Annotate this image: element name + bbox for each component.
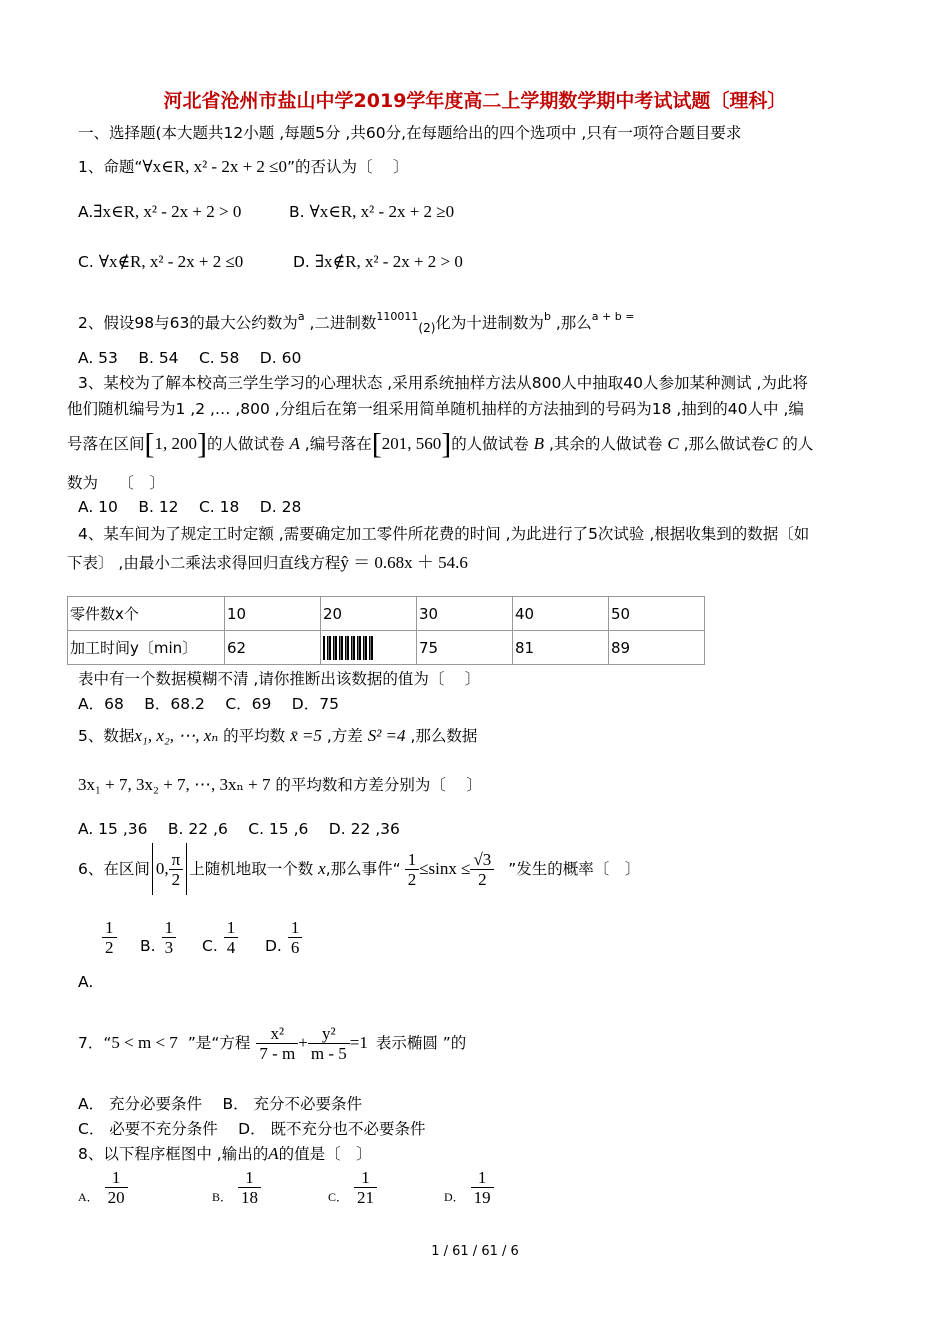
data-table — [67, 596, 705, 665]
q1-option-a: A.∃x∈R, x² - 2x + 2 > 0 — [78, 202, 242, 221]
q1-option-d: D. ∃x∉R, x² - 2x + 2 > 0 — [293, 252, 463, 271]
q5-line1: 5、数据x₁, x₂, ⋯, xₙ 的平均数 x̄ =5 ,方差 S² =4 ,那么数据 — [78, 726, 478, 745]
q8-option-d: D． $\frac{1}{19}$ — [444, 1168, 494, 1207]
q2-options: A. 53 B. 54 C. 58 D. 60 — [78, 349, 302, 367]
q1-statement: ∀x∈R, x² - 2x + 2 ≤0 — [142, 157, 288, 176]
q4-note: 表中有一个数据模糊不清 ,请你推断出该数据的值为〔 〕 — [78, 670, 481, 688]
table-row: 零件数x个 10 20 30 40 50 — [68, 597, 705, 631]
q4-options: A．68 B．68.2 C．69 D．75 — [78, 695, 339, 713]
blurred-cell — [321, 631, 417, 665]
q1-option-b: B. ∀x∈R, x² - 2x + 2 ≥0 — [289, 202, 455, 221]
q6-option-b: B. $\frac{1}{3}$ — [140, 918, 176, 957]
page-title: 河北省沧州市盐山中学2019学年度高二上学期数学期中考试试题〔理科〕 — [163, 90, 787, 112]
q8-option-a: A． $\frac{1}{20}$ — [78, 1168, 128, 1207]
blurred-value — [323, 636, 373, 660]
regression-equation: ŷ ＝ 0.68x ＋ 54.6 — [340, 553, 468, 572]
q3-line1: 3、某校为了解本校高三学生学习的心理状态 ,采用系统抽样方法从800人中抽取40人参加某种测试 ,为此将 — [78, 374, 808, 392]
q7-line1: 7．“ 5 < m < 7 ”是“方程 $\frac{\text{x²}}{7 - m}$ + $\frac{\text{y²}}{m - 5}$ =1 表示椭圆 ”的 — [78, 1023, 467, 1063]
q6-option-a-label: A. — [78, 973, 94, 991]
q4-line1: 4、某车间为了规定工时定额 ,需要确定加工零件所花费的时间 ,为此进行了5次试验 ,根据收集到的数据〔如 — [78, 525, 810, 543]
q3-line3: 号落在区间[1, 200]的人做试卷 A ,编号落在[201, 560]的人做试卷 B ,其余的人做试卷 C ,那么做试卷C 的人 — [67, 427, 814, 461]
table-row: 加工时间y〔min〕 62 75 81 89 — [68, 631, 705, 665]
q6-line1: 6、在区间 0, $\frac{\pi}{2}$ 上随机地取一个数 x ,那么事件“ $\frac{1}{2}$ ≤sinx ≤ $\frac{√3}{2}$ ”发生的概率〔 〕 — [78, 842, 640, 896]
page-number: 1 / 61 / 61 / 6 — [431, 1244, 519, 1259]
q5-line2: 3x₁ + 7, 3x₂ + 7, ⋯, 3xₙ + 7 的平均数和方差分别为〔 〕 — [78, 775, 482, 794]
q3-line4: 数为 〔 〕 — [67, 474, 165, 492]
q3-line2: 他们随机编号为1 ,2 ,… ,800 ,分组后在第一组采用简单随机抽样的方法抽到的号码为18 ,抽到的40人中 ,编 — [67, 400, 804, 418]
q3-options: A. 10 B. 12 C. 18 D. 28 — [78, 498, 302, 516]
q8-option-b: B． $\frac{1}{18}$ — [212, 1168, 261, 1207]
q8-line1: 8、以下程序框图中 ,输出的A的值是〔 〕 — [78, 1144, 372, 1163]
question-2: 2、假设98与63的最大公约数为$^a$ ,二进制数$^{110011}_{(2)}$化为十进制数为$^b$ ,那么$^{a + b =}$ — [78, 310, 635, 335]
q6-option-d: D. $\frac{1}{6}$ — [265, 918, 302, 957]
q6-option-c: C. $\frac{1}{4}$ — [202, 918, 238, 957]
q7-options-ab: A． 充分必要条件 B． 充分不必要条件 — [78, 1095, 363, 1113]
q8-option-c: C． $\frac{1}{21}$ — [328, 1168, 377, 1207]
section-heading: 一、选择题(本大题共12小题 ,每题5分 ,共60分,在每题给出的四个选项中 ,只有一项符合题目要求 — [78, 124, 742, 142]
q6-option-a-frac: $\frac{1}{2}$ — [102, 918, 117, 957]
q7-options-cd: C． 必要不充分条件 D． 既不充分也不必要条件 — [78, 1120, 426, 1138]
question-1: 1、命题“∀x∈R, x² - 2x + 2 ≤0”的否认为〔 〕 — [78, 157, 409, 176]
q5-options: A. 15 ,36 B. 22 ,6 C. 15 ,6 D. 22 ,36 — [78, 820, 400, 838]
q1-option-c: C. ∀x∉R, x² - 2x + 2 ≤0 — [78, 252, 244, 271]
q4-line2: 下表〕 ,由最小二乘法求得回归直线方程ŷ ＝ 0.68x ＋ 54.6 — [67, 553, 468, 572]
